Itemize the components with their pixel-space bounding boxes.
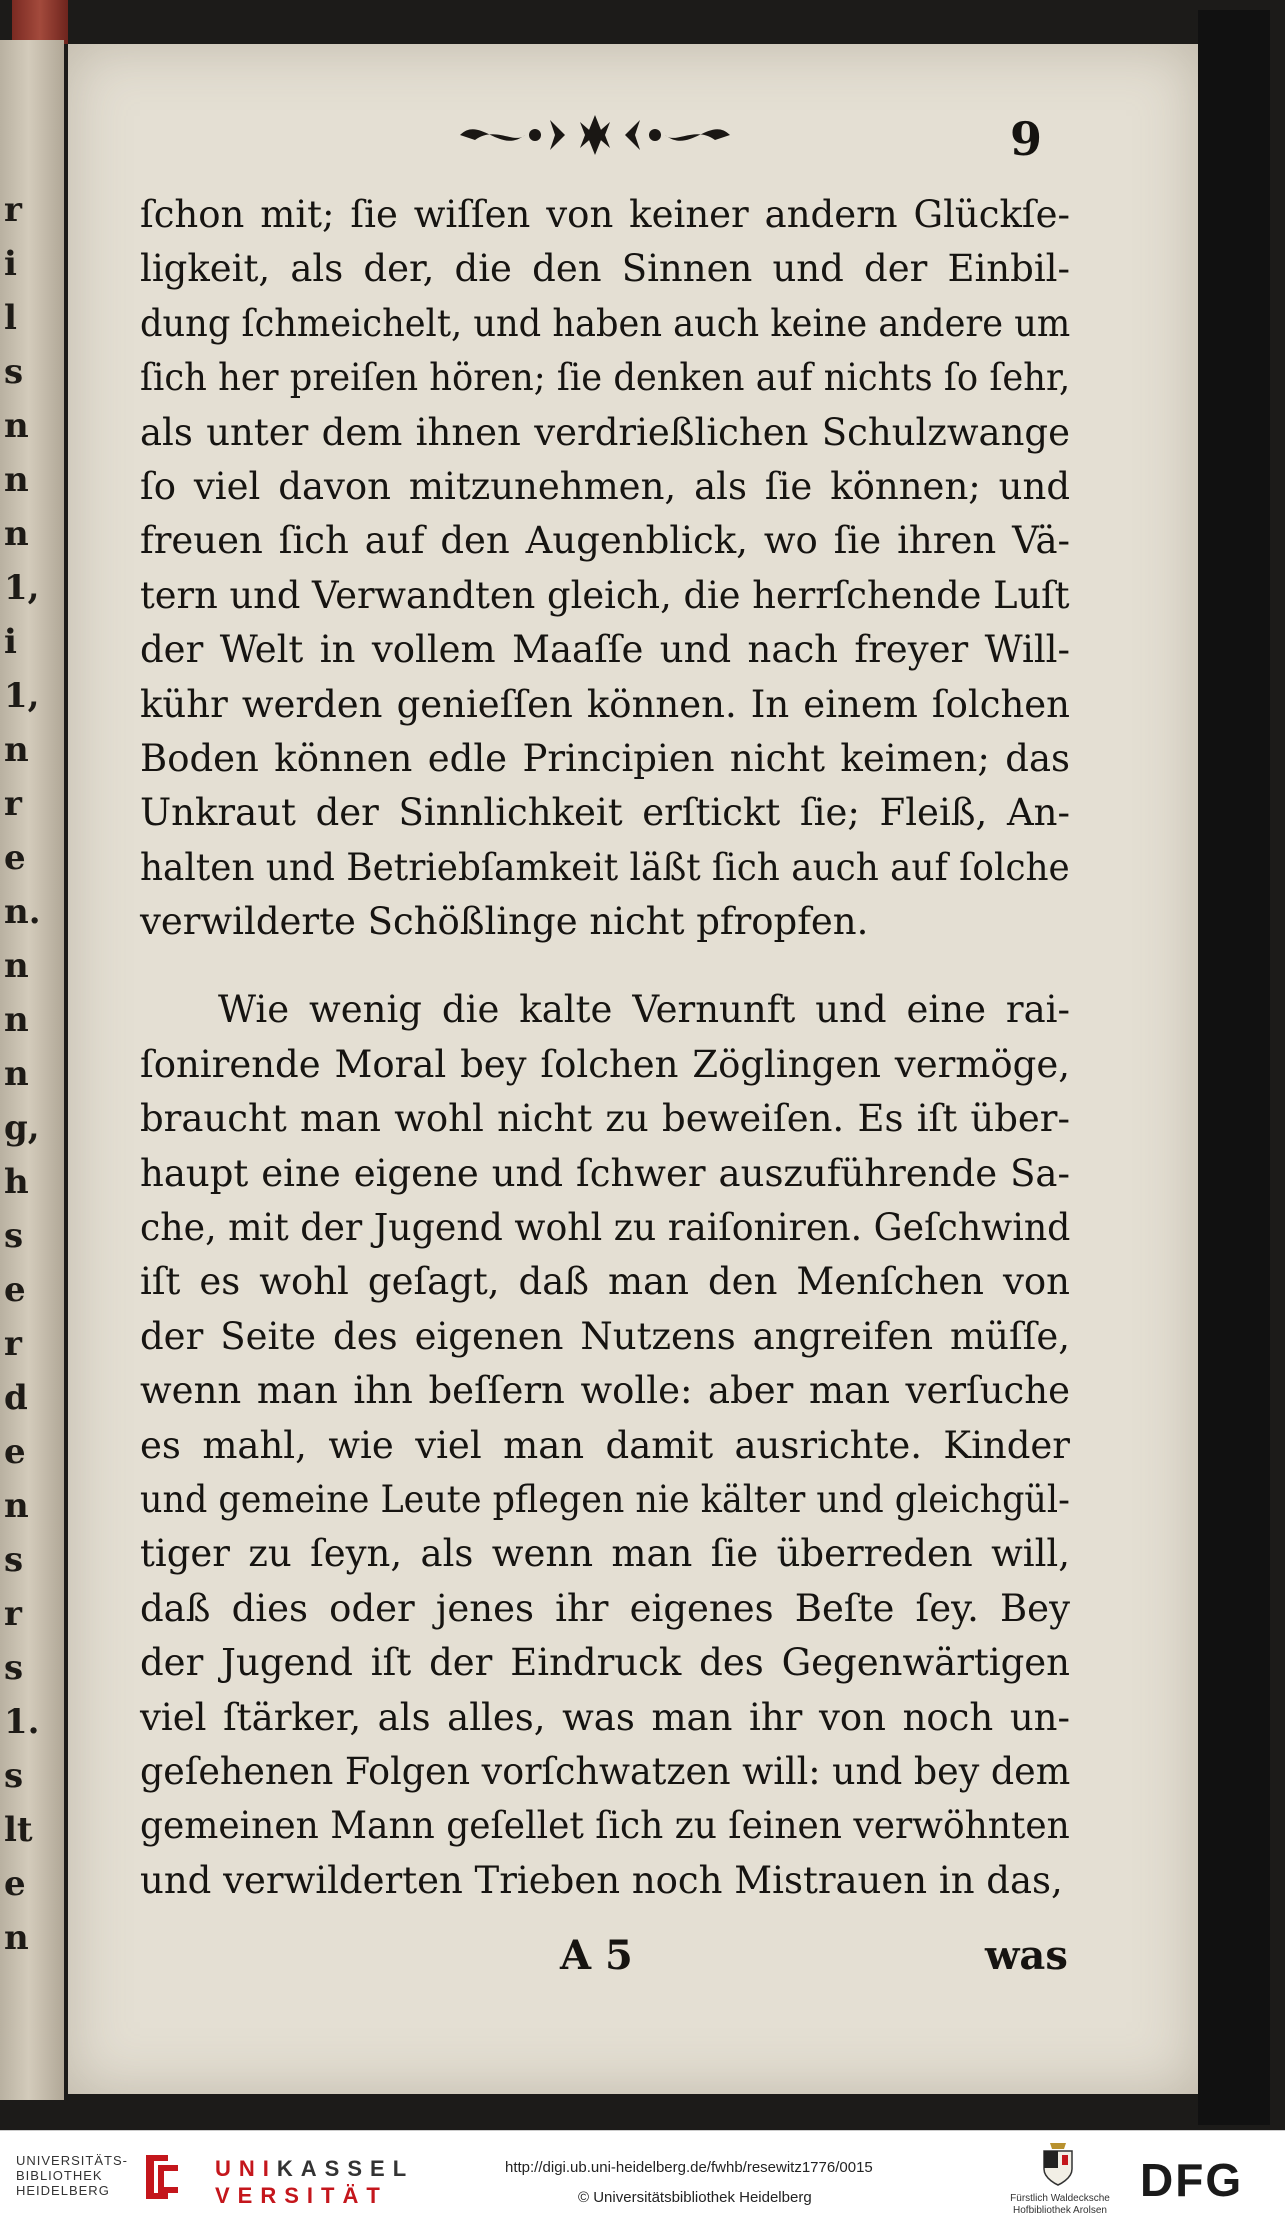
right-shadow [1198, 10, 1270, 2125]
arolsen-label [990, 2193, 1130, 2217]
left-page-fragment: r [4, 1324, 22, 1364]
text-line: kühr werden genieſſen können. In einem ſolchen [140, 682, 1070, 726]
left-page-fragment: e [4, 1270, 26, 1310]
left-page-fragment: s [4, 1756, 24, 1796]
left-page-fragment: 1, [4, 568, 40, 608]
left-page-fragment: r [4, 190, 22, 230]
left-page-fragment: n [4, 1000, 29, 1040]
left-page-fragment: n [4, 460, 29, 500]
ub-heidelberg-label [16, 2153, 128, 2198]
left-page-fragment: s [4, 1540, 24, 1580]
text-line: tern und Verwandten gleich, die herrſchende Luſt [140, 573, 1070, 617]
text-line: wenn man ihn beſſern wolle: aber man verſuche [140, 1369, 1070, 1413]
left-page-fragment: n [4, 514, 29, 554]
text-line: dung ſchmeichelt, und haben auch keine andere um [140, 301, 1071, 345]
left-page-fragment: s [4, 1648, 24, 1688]
left-page-fragment: s [4, 1216, 24, 1256]
text-line: ſchon mit; ſie wiſſen von keiner andern Glückſe- [140, 193, 1070, 236]
text-line: che, mit der Jugend wohl zu raiſoniren. Geſchwind [140, 1206, 1071, 1250]
kassel-logo-red: UNI [215, 2156, 277, 2181]
left-page-fragment: n. [4, 892, 41, 932]
left-page-edge [0, 40, 64, 2100]
left-page-fragment: d [4, 1378, 28, 1418]
left-page-fragment: n [4, 406, 29, 446]
text-line: iſt es wohl geſagt, daß man den Menſchen von [140, 1260, 1070, 1304]
left-page-fragment: n [4, 1918, 29, 1958]
kassel-logo-dark: KASSEL [276, 2156, 415, 2181]
text-line: und verwilderten Trieben noch Mistrauen in das, [140, 1858, 1063, 1902]
paragraph [140, 983, 1070, 1908]
text-line: ſo viel davon mitzunehmen, als ſie können; und [140, 464, 1070, 508]
left-page-fragment: r [4, 784, 22, 824]
text-line: Boden können edle Principien nicht keimen; das [140, 736, 1070, 780]
text-line: der Seite des eigenen Nutzens angreifen müſſe, [140, 1314, 1070, 1358]
text-line: Wie wenig die kalte Vernunft und eine rai- [218, 988, 1070, 1032]
text-line: ſonirende Moral bey ſolchen Zöglingen vermöge, [140, 1042, 1070, 1086]
binding-edge [12, 0, 68, 44]
left-page-fragment: e [4, 1864, 26, 1904]
text-line: freuen ſich auf den Augenblick, wo ſie ihren Vä- [140, 519, 1070, 563]
left-page-fragment: r [4, 1594, 22, 1634]
text-line: ligkeit, als der, die den Sinnen und der Einbil- [140, 247, 1070, 291]
left-page-fragment: l [4, 298, 17, 338]
ub-heidelberg-logo-icon [138, 2151, 186, 2203]
text-line: viel ſtärker, als alles, was man ihr von noch un- [140, 1695, 1070, 1739]
text-line: und gemeine Leute pflegen nie kälter und gleichgül- [140, 1477, 1070, 1521]
text-line: tiger zu ſeyn, als wenn man ſie überreden will, [140, 1532, 1070, 1576]
body-text [140, 188, 1070, 1908]
arolsen-line: Fürstlich Waldecksche [1010, 2193, 1110, 2204]
text-line: halten und Betriebſamkeit läßt ſich auch auf ſolche [140, 845, 1070, 889]
left-page-fragment: n [4, 1054, 29, 1094]
left-page-fragment: n [4, 946, 29, 986]
left-page-fragment: h [4, 1162, 29, 1202]
text-line: ſich her preiſen hören; ſie denken auf nichts ſo ſehr, [140, 356, 1071, 400]
left-page-fragment: e [4, 838, 26, 878]
text-line: der Welt in vollem Maaſſe und nach freyer Will- [140, 628, 1070, 672]
left-page-fragment: i [4, 622, 17, 662]
text-line: gemeinen Mann geſellet ſich zu ſeinen verwöhnten [140, 1804, 1070, 1848]
left-page-fragment: s [4, 352, 24, 392]
left-page-fragment: lt [4, 1810, 33, 1850]
text-line: es mahl, wie viel man damit ausrichte. Kinder [140, 1423, 1070, 1467]
page-number: 9 [1010, 112, 1043, 166]
ub-line: BIBLIOTHEK [16, 2168, 103, 2183]
paragraph [140, 188, 1070, 949]
ub-line: UNIVERSITÄTS- [16, 2153, 128, 2168]
left-page-fragment: g, [4, 1108, 40, 1148]
catchword: was [985, 1932, 1068, 1979]
text-line: daß dies oder jenes ihr eigenes Beſte ſey. Bey [140, 1586, 1070, 1630]
coat-of-arms-icon [1040, 2141, 1076, 2187]
text-line: verwilderte Schößlinge nicht pfropfen. [140, 900, 869, 944]
copyright-text: © Universitätsbibliothek Heidelberg [578, 2189, 812, 2206]
text-line: der Jugend iſt der Eindruck des Gegenwärtigen [140, 1641, 1070, 1685]
institution-footer [0, 2130, 1285, 2227]
paragraph-gap [140, 949, 1070, 983]
left-page-fragment: 1. [4, 1702, 40, 1742]
left-page-fragment: n [4, 730, 29, 770]
text-line: als unter dem ihnen verdrießlichen Schulzwange [140, 410, 1070, 454]
left-page-fragment: 1, [4, 676, 40, 716]
left-page-fragment: n [4, 1486, 29, 1526]
arolsen-line: Hofbibliothek Arolsen [1013, 2205, 1107, 2216]
uni-kassel-logo [215, 2155, 414, 2209]
signature-mark: A 5 [560, 1932, 633, 1979]
text-line: Unkraut der Sinnlichkeit erſtickt ſie; Fleiß, An- [140, 791, 1070, 835]
left-page-fragment: i [4, 244, 17, 284]
kassel-logo-bottom: VERSITÄT [215, 2183, 388, 2208]
dfg-logo: DFG [1140, 2154, 1244, 2206]
permalink-url[interactable]: http://digi.ub.uni-heidelberg.de/fwhb/resewitz1776/0015 [505, 2159, 873, 2176]
left-page-fragment: e [4, 1432, 26, 1472]
text-line: geſehenen Folgen vorſchwatzen will: und bey dem [140, 1749, 1071, 1793]
text-line: haupt eine eigene und ſchwer auszuführende Sa- [140, 1151, 1070, 1195]
fleuron-ornament-icon [455, 110, 735, 160]
ub-line: HEIDELBERG [16, 2183, 110, 2198]
text-line: braucht man wohl nicht zu beweiſen. Es iſt über- [140, 1097, 1070, 1141]
